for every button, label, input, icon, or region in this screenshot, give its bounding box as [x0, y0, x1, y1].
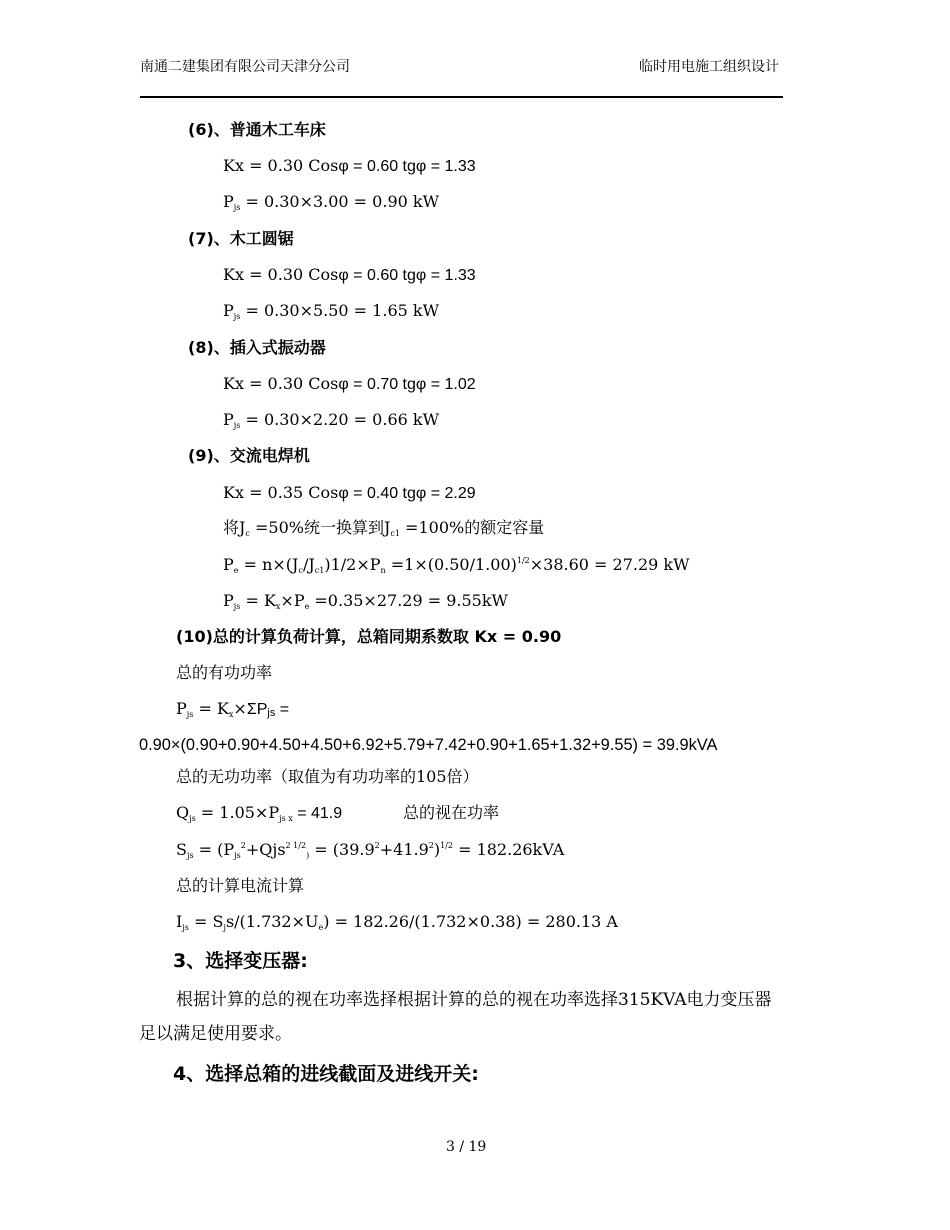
section-4-title: 4、选择总箱的进线截面及进线开关:: [173, 1063, 479, 1085]
total-title: (10)总的计算负荷计算，总箱同期系数取 Kx = 0.90: [176, 627, 562, 646]
header-rule: [140, 96, 783, 98]
header-doc-title: 临时用电施工组织设计: [639, 59, 779, 75]
welder-pjs-line: $P_{js} = K_x\times P_e =0.35\times 27.29 = 9.55kW$: [223, 591, 508, 611]
item-7-pjs-line: $P_{js} = 0.30\times 5.50 = 1.65$ kW: [223, 301, 440, 321]
item-7-kx-line: Kx = 0.30 Cosφ = 0.60 tgφ = 1.33: [223, 265, 476, 284]
item-8-title: (8)、插入式振动器: [188, 338, 326, 357]
total-ijs-line: $I_{js} = S_js/(1.732\times U_e) = 182.26/(1.732\times 0.38) = 280.13$ A: [176, 912, 618, 932]
welder-pe-line: $P_e = n\times(J_c/J_{c1})1/2\times P_n =1\times(0.50/1.00)^{1/2}\times 38.60 = 27.29$ kW: [223, 555, 690, 575]
item-6-kx-line: Kx = 0.30 Cosφ = 0.60 tgφ = 1.33: [223, 156, 476, 175]
item-6-pjs-line: $P_{js} = 0.30\times 3.00 = 0.90$ kW: [223, 192, 440, 212]
item-6-title: (6)、普通木工车床: [188, 120, 326, 139]
total-pjs-line: $P_{js} = K_x\times\Sigma Pjs$ =: [176, 699, 290, 719]
header-company: 南通二建集团有限公司天津分公司: [140, 59, 350, 75]
total-qjs-line: $Q_{js} = 1.05\times P_{js}$ $_x$ = 41.9: [176, 803, 343, 823]
item-8-kx-line: Kx = 0.30 Cosφ = 0.70 tgφ = 1.02: [223, 374, 476, 393]
total-current-label: 总的计算电流计算: [176, 876, 305, 895]
total-active-label: 总的有功功率: [176, 663, 273, 682]
item-8-pjs-line: $P_{js} = 0.30\times 2.20 = 0.66$ kW: [223, 410, 440, 430]
section-3-para-line2: 足以满足使用要求。: [139, 1024, 292, 1044]
page-number: 3 / 19: [446, 1139, 487, 1155]
total-sjs-line: $S_{js} = (P_{js}^2+Qjs^{2 1/2}_) = (39.9^2+41.9^2)^{1/2} = 182.26kVA$: [176, 840, 565, 860]
item-7-title: (7)、木工圆锯: [188, 229, 294, 248]
section-3-title: 3、选择变压器:: [173, 950, 308, 972]
total-reactive-label: 总的无功功率（取值为有功功率的105倍）: [176, 767, 479, 786]
total-apparent-label: 总的视在功率: [403, 803, 500, 822]
item-9-title: (9)、交流电焊机: [188, 446, 310, 465]
section-3-para-line1: 根据计算的总的视在功率选择根据计算的总的视在功率选择315KVA电力变压器: [176, 990, 772, 1010]
item-9-kx-line: Kx = 0.35 Cosφ = 0.40 tgφ = 2.29: [223, 483, 476, 502]
welder-convert-line: 将$J_c =50\%$统一换算到$J_{c1} =100\%$的额定容量: [223, 518, 545, 538]
total-sum-line: 0.90×(0.90+0.90+4.50+4.50+6.92+5.79+7.42+0.90+1.65+1.32+9.55) = 39.9kVA: [139, 736, 718, 754]
